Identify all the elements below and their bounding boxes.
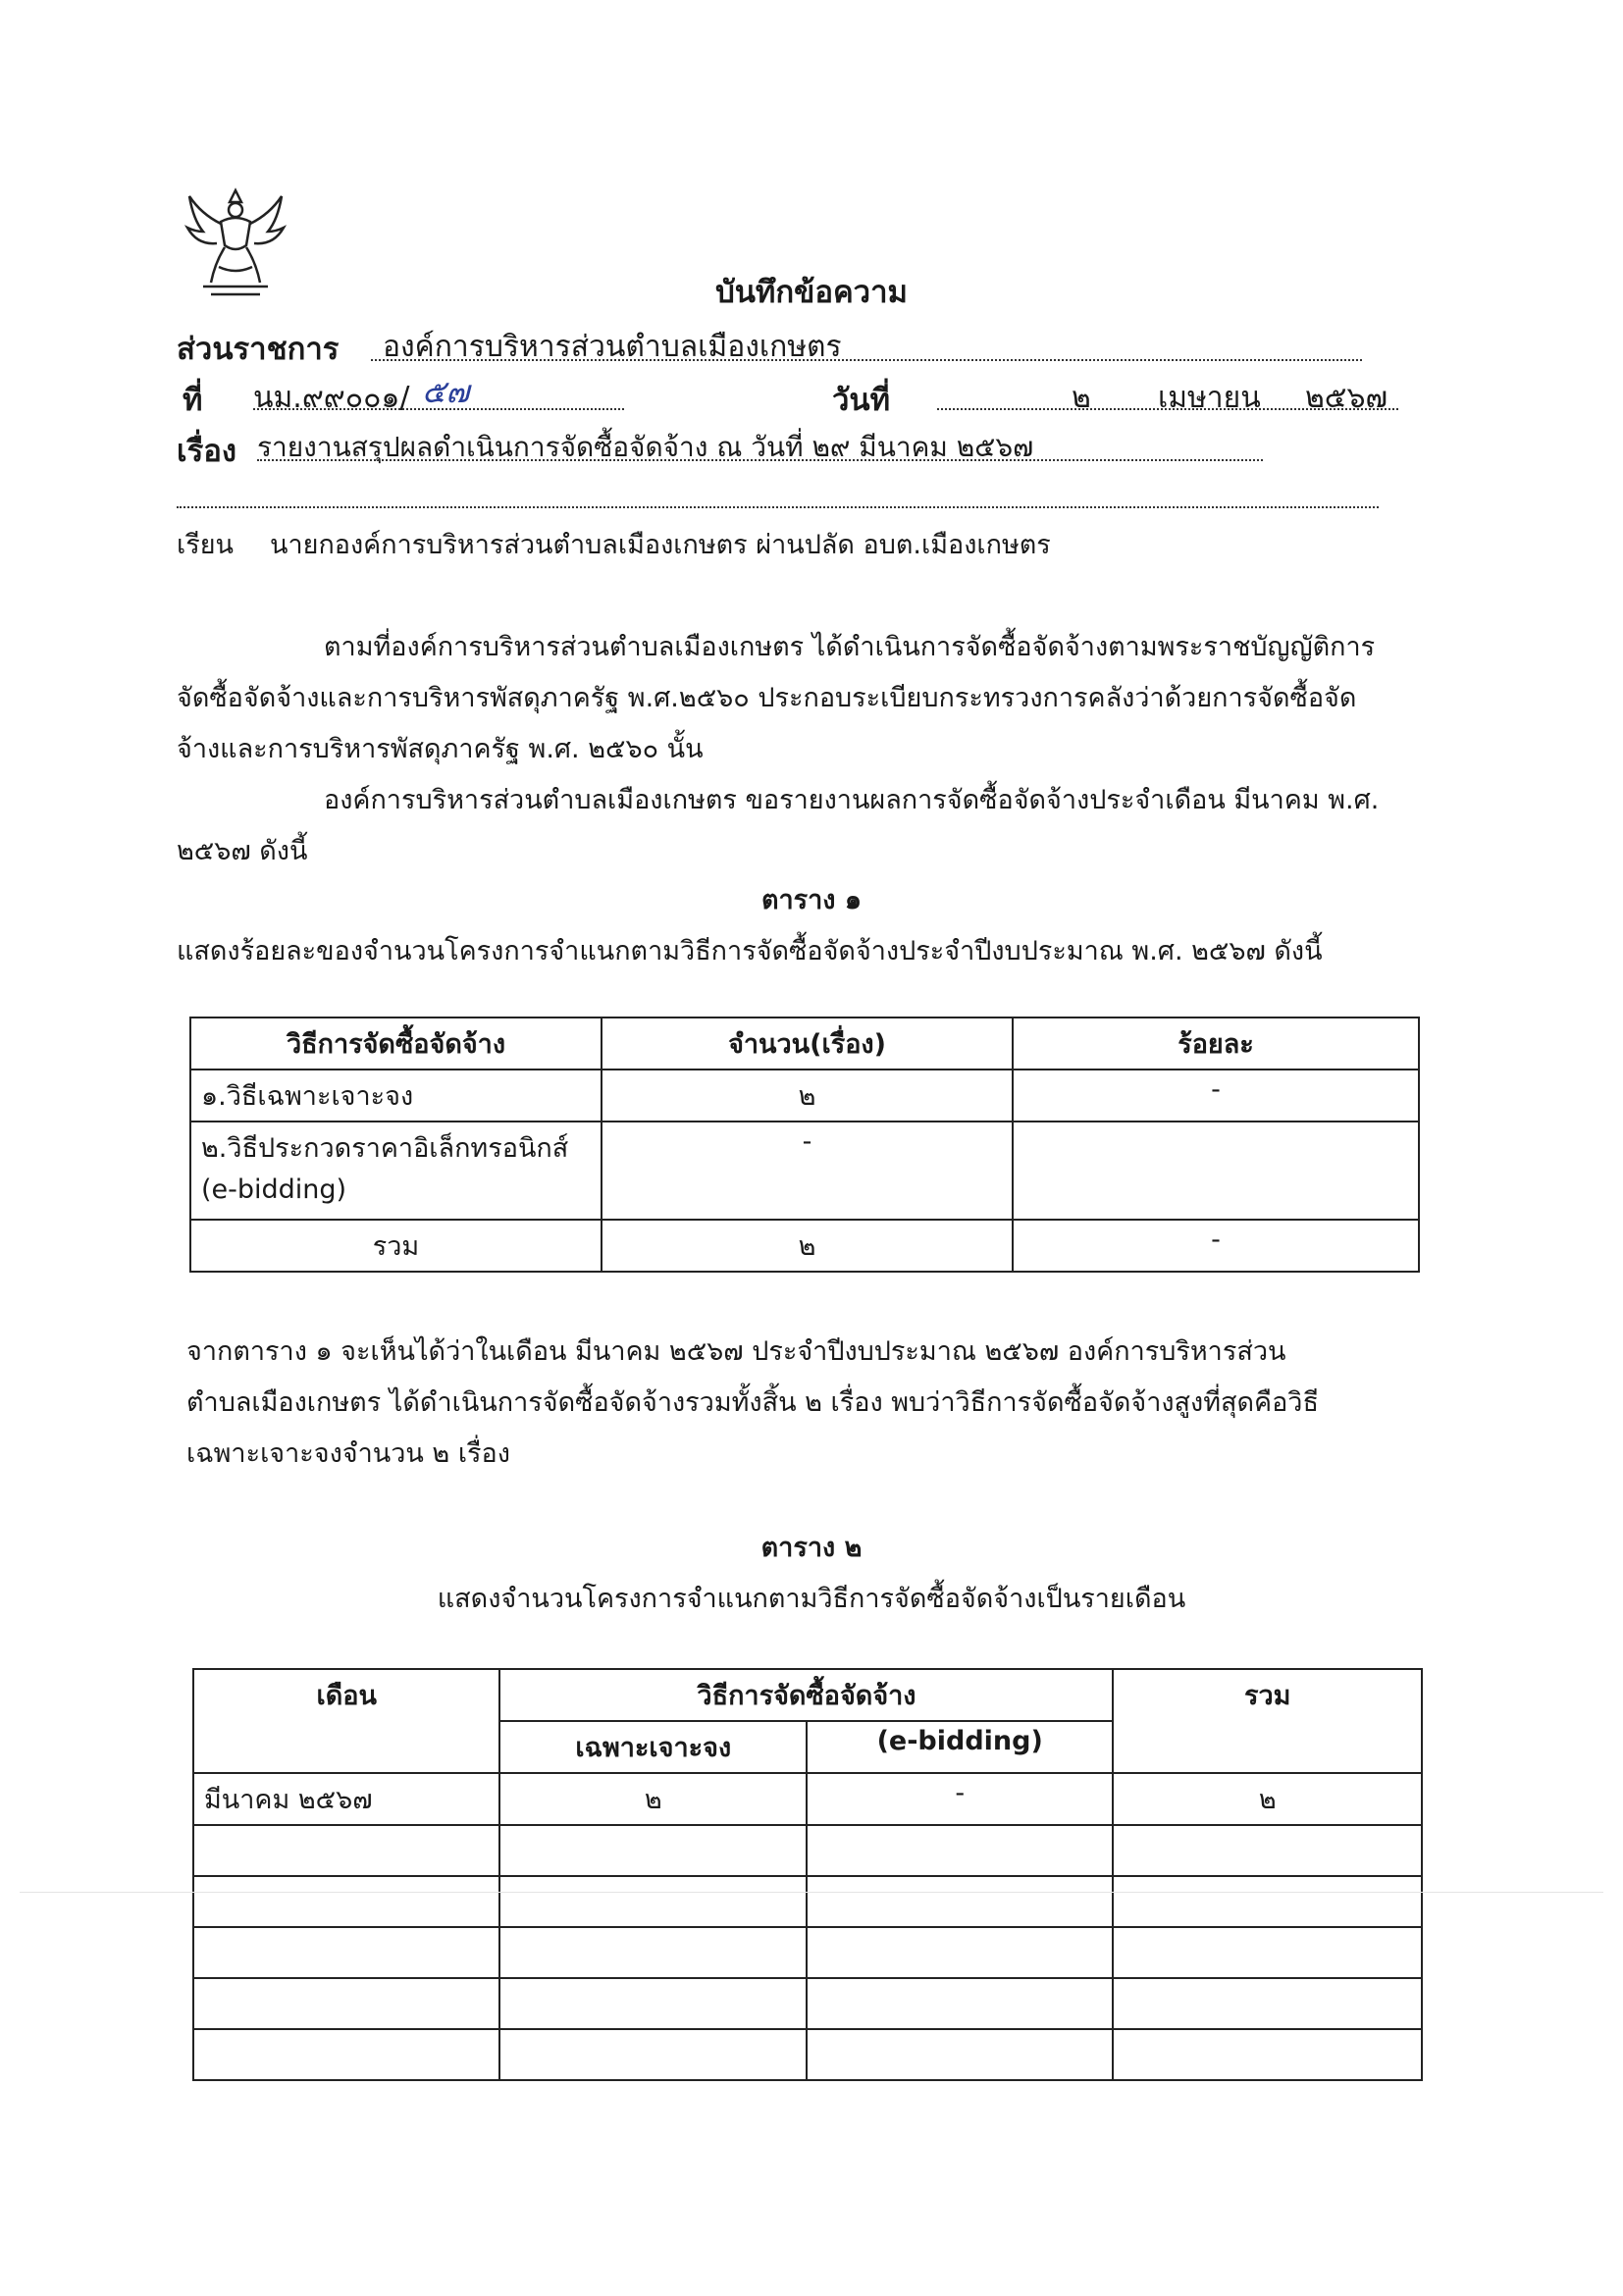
table2-header-ebidding: (e-bidding) bbox=[807, 1721, 1113, 1773]
para1-line2: จัดซื้อจัดจ้างและการบริหารพัสดุภาครัฐ พ.ศ.๒๕๖๐ ประกอบระเบียบกระทรวงการคลังว่าด้วยการจัดซื้อจัด bbox=[177, 683, 1357, 713]
table1-cell-percent: - bbox=[1013, 1220, 1419, 1272]
table-row-empty bbox=[193, 1978, 1422, 2029]
table1-cell-count: ๒ bbox=[602, 1220, 1013, 1272]
date-year: ๒๕๖๗ bbox=[1305, 381, 1388, 415]
table2-subcaption: แสดงจำนวนโครงการจำแนกตามวิธีการจัดซื้อจัดจ้างเป็นรายเดือน bbox=[437, 1584, 1186, 1614]
table1-cell-count: ๒ bbox=[602, 1070, 1013, 1122]
summary-line2: ตำบลเมืองเกษตร ได้ดำเนินการจัดซื้อจัดจ้างรวมทั้งสิ้น ๒ เรื่อง พบว่าวิธีการจัดซื้อจัดจ้างสูงที่สุดคือวิธี bbox=[186, 1387, 1319, 1418]
empty-cell bbox=[499, 1927, 806, 1978]
table-row-empty bbox=[193, 1825, 1422, 1876]
memo-title: บันทึกข้อความ bbox=[715, 275, 908, 310]
scan-fold-line bbox=[20, 1892, 1603, 1893]
empty-cell bbox=[1113, 1978, 1422, 2029]
table2-header-specific: เฉพาะเจาะจง bbox=[499, 1721, 806, 1773]
summary-line3: เฉพาะเจาะจงจำนวน ๒ เรื่อง bbox=[186, 1438, 510, 1469]
empty-cell bbox=[807, 2029, 1113, 2080]
table1-cell-percent: - bbox=[1013, 1070, 1419, 1122]
table1-method-line1: ๒.วิธีประกวดราคาอิเล็กทรอนิกส์ bbox=[201, 1133, 569, 1164]
ref-handwritten-number: ๕๗ bbox=[422, 373, 470, 410]
table1-header-method: วิธีการจัดซื้อจัดจ้าง bbox=[190, 1018, 602, 1070]
summary-line1: จากตาราง ๑ จะเห็นได้ว่าในเดือน มีนาคม ๒๕๖๗ ประจำปีงบประมาณ ๒๕๖๗ องค์การบริหารส่วน bbox=[186, 1336, 1286, 1367]
table2-caption: ตาราง ๒ bbox=[760, 1533, 863, 1563]
table1-cell-percent bbox=[1013, 1122, 1419, 1220]
date-dotline bbox=[937, 408, 1398, 410]
empty-cell bbox=[499, 2029, 806, 2080]
empty-cell bbox=[193, 1825, 499, 1876]
table-row bbox=[190, 1122, 1419, 1220]
para2-line2: ๒๕๖๗ ดังนี้ bbox=[177, 836, 308, 866]
empty-cell bbox=[499, 1825, 806, 1876]
empty-cell bbox=[807, 1876, 1113, 1927]
table1-caption: ตาราง ๑ bbox=[760, 885, 863, 915]
table2-cell-month: มีนาคม ๒๕๖๗ bbox=[193, 1773, 499, 1825]
table1-cell-total-label: รวม bbox=[190, 1220, 602, 1272]
date-month: เมษายน bbox=[1158, 381, 1261, 415]
subject-label: เรื่อง bbox=[177, 434, 237, 469]
agency-value: องค์การบริหารส่วนตำบลเมืองเกษตร bbox=[383, 330, 842, 364]
table2-header-row bbox=[193, 1669, 1422, 1721]
para1-line1: ตามที่องค์การบริหารส่วนตำบลเมืองเกษตร ได้ดำเนินการจัดซื้อจัดจ้างตามพระราชบัญญัติการ bbox=[324, 632, 1376, 662]
empty-cell bbox=[193, 1927, 499, 1978]
table1-header-percent: ร้อยละ bbox=[1013, 1018, 1419, 1070]
table-row-empty bbox=[193, 1876, 1422, 1927]
date-label: วันที่ bbox=[832, 383, 891, 418]
ref-label: ที่ bbox=[183, 383, 203, 418]
empty-cell bbox=[807, 1978, 1113, 2029]
table1-subcaption: แสดงร้อยละของจำนวนโครงการจำแนกตามวิธีการจัดซื้อจัดจ้างประจำปีงบประมาณ พ.ศ. ๒๕๖๗ ดังนี้ bbox=[177, 936, 1323, 966]
agency-label: ส่วนราชการ bbox=[177, 332, 340, 367]
empty-cell bbox=[1113, 1876, 1422, 1927]
table2-cell-ebidding: - bbox=[807, 1773, 1113, 1825]
empty-cell bbox=[807, 1927, 1113, 1978]
empty-cell bbox=[193, 1876, 499, 1927]
table2-cell-specific: ๒ bbox=[499, 1773, 806, 1825]
para2-line1: องค์การบริหารส่วนตำบลเมืองเกษตร ขอรายงานผลการจัดซื้อจัดจ้างประจำเดือน มีนาคม พ.ศ. bbox=[324, 785, 1380, 815]
table1-cell-method bbox=[190, 1122, 602, 1220]
subject-dotline bbox=[257, 459, 1263, 461]
addressee-label: เรียน bbox=[177, 530, 235, 560]
table2-header-method: วิธีการจัดซื้อจัดจ้าง bbox=[499, 1669, 1113, 1721]
table1-cell-count: - bbox=[602, 1122, 1013, 1220]
empty-cell bbox=[1113, 1927, 1422, 1978]
empty-cell bbox=[1113, 2029, 1422, 2080]
table-row-empty bbox=[193, 1927, 1422, 1978]
empty-cell bbox=[499, 1876, 806, 1927]
subject-value: รายงานสรุปผลดำเนินการจัดซื้อจัดจ้าง ณ วันที่ ๒๙ มีนาคม ๒๕๖๗ bbox=[257, 431, 1034, 463]
table-row-empty bbox=[193, 2029, 1422, 2080]
table1-header-count: จำนวน(เรื่อง) bbox=[602, 1018, 1013, 1070]
table-row bbox=[193, 1773, 1422, 1825]
table2 bbox=[192, 1668, 1423, 2081]
agency-dotline bbox=[371, 359, 1362, 361]
date-day: ๒ bbox=[1072, 381, 1091, 415]
table1-method-line2: (e-bidding) bbox=[201, 1174, 347, 1205]
table2-header-month: เดือน bbox=[193, 1669, 499, 1773]
para1-line3: จ้างและการบริหารพัสดุภาครัฐ พ.ศ. ๒๕๖๐ นั้น bbox=[177, 734, 704, 764]
empty-cell bbox=[1113, 1825, 1422, 1876]
empty-cell bbox=[807, 1825, 1113, 1876]
empty-cell bbox=[193, 1978, 499, 2029]
table-row bbox=[190, 1220, 1419, 1272]
subject-dotline-2 bbox=[177, 506, 1379, 508]
table-row bbox=[190, 1070, 1419, 1122]
table1-cell-method: ๑.วิธีเฉพาะเจาะจง bbox=[190, 1070, 602, 1122]
table1 bbox=[189, 1017, 1420, 1273]
addressee-value: นายกองค์การบริหารส่วนตำบลเมืองเกษตร ผ่านปลัด อบต.เมืองเกษตร bbox=[270, 530, 1051, 560]
table2-header-total: รวม bbox=[1113, 1669, 1422, 1773]
empty-cell bbox=[499, 1978, 806, 2029]
table1-header-row bbox=[190, 1018, 1419, 1070]
table2-cell-total: ๒ bbox=[1113, 1773, 1422, 1825]
ref-value: นม.๙๙๐๐๑/ bbox=[253, 381, 410, 415]
empty-cell bbox=[193, 2029, 499, 2080]
ref-dotline bbox=[253, 408, 624, 410]
